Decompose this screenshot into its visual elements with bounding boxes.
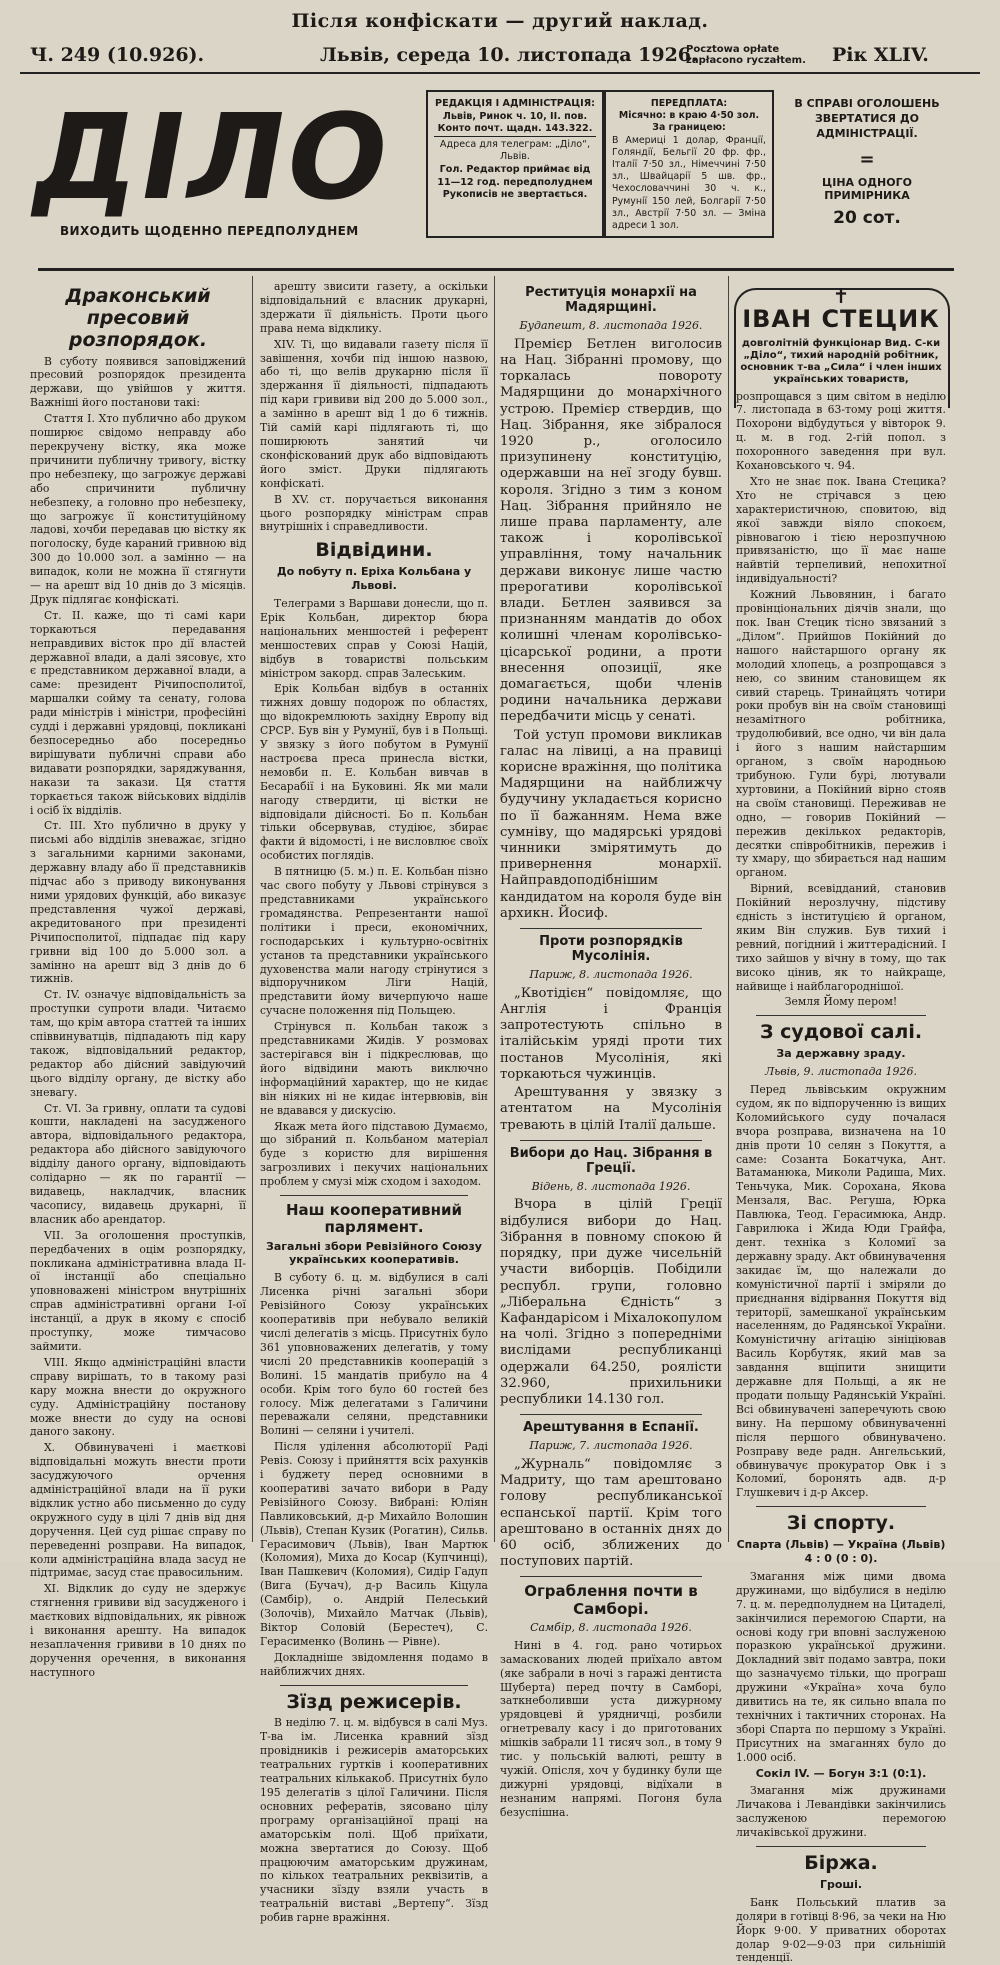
subscription-box (604, 90, 774, 238)
dateline: Париж, 7. листопада 1926. (529, 1439, 693, 1453)
divider (520, 928, 702, 929)
subscription-abroad-title: За границею: (652, 122, 726, 134)
article-subtitle-court: За державну зраду. (776, 1047, 906, 1061)
article-title-exchange: Біржа. (804, 1852, 878, 1875)
article-subtitle-coop: Загальні збори Ревізійного Союзу українських кооперативів. (266, 1239, 482, 1267)
divider (756, 1506, 926, 1507)
paragraph: Ст. II. каже, що ті самі кари торкаються передавання неправдивих вісток про дії властей державної влади, а далі зясовує, хто є представником державної влади, а саме: президент Річипосполитої, маршалки сойму та сенату, голова ради міністрів і міністри, професійні судді і державні урядовці, покликані безпосередньо або посередньо вирішувати публичні справи або видавати розпорядки, заряджування, накази та закази. Ця стаття торкається також військових відділів і осіб їх відділів. (30, 608, 246, 817)
divider (520, 1414, 702, 1415)
subscription-title: ПЕРЕДПЛАТА: (650, 98, 728, 109)
paragraph: Перед львівським окружним судом, як по відпорученню із вищих Коломийського суду почалася вчора розправа, визначена на 10 днів проти 10 селян з Покуття, а саме: Созанта Бокатчука, Ант. Ватаманюка, Миколи Радиша, Мих. Теньчука, Мик. Сорохана, Якова Мензаля, Вас. Регуша, Юрка Павлюка, Теод. Герасимюка, Андр. Гаврилюка і Жида Юди Грайфа, дент. техніка з Коломиї за державну зраду. Акт обвинувачення закидає їм, що належали до комуністичної партії і зміряли до приєднання відірвання Покуття від території, замешканої українським населенням, до Радянської України. Комуністичну агітацію зініціював Василь Корбутяк, який мав за завдання вщіпити знищити державне для Польщі, а як не продати польщу Радянській Україні. Всі обвинувачені заперечують свою вину. На першому обвинуваченні після першого обвинувачено. Розправу веде радн. Ангельський, обвинувачує прокуратор Овк і з Коломиї, боронять адв. д-р Глушкевич і д-р Аксер. (736, 1083, 946, 1500)
paragraph: арешту звисити газету, а оскільки відповідальний є власник друкарні, здержати її діяльність. Проти цього права нема відклику. (260, 280, 488, 335)
editorial-account: Конто почт. щадн. 143.322. (434, 123, 596, 137)
article-title-sport: Зі спорту. (786, 1512, 896, 1535)
paragraph: Після уділення абсолюторії Раді Ревіз. Союзу і прийняття всіх рахунків і буджету перед основними в кооперативі зачато вибори в Раду Ревізійного Союзу. Вибрані: Юліян Павликовський, д-р Михайло Волошин (Львів), Степан Кузик (Рогатин), Сильв. Герасимович (Львів), Іван Мартюк (Коломия), Миха до Косар (Купчинці), Іван Пашкевич (Коломия), Сидір Гадуп (Вига (Бучач), д-р Василь Кіцула (Самбір), о. Андрій Пелеський (Золочів), Михайло Матчак (Львів), Віктор Соловій (Берестеч), С. Герасименко (Волинь — Рівне). (260, 1440, 488, 1648)
paragraph: Премієр Бетлен виголосив на Нац. Зібранні промову, що торкалась повороту Мадярщини до монархічного устрою. Премієр ствердив, що Нац. Зібрання, яке зібралося 1920 р., оголосило призупинену конституцію, одержавши на неї згоду бувш. короля. Згідно з тим з коном Нац. Зібрання прийняло не лише права парламенту, але також і королівської управління, тому начальник держави виконує лише частю прерогативи королівської влади. Бетлен заявився за признанням мандатів до обох колишні членам королівсько-цісарської родини, а проти внесення опозиції, яке домагається, щоби членів родини начальника держави передбачити місць у сенаті. (500, 336, 722, 725)
paragraph: XIV. Ті, що видавали газету після її завішення, хочби під іншою назвою, або ті, що велів друкарню після її здержання її діяльності, підпадають під кари грививи від 200 до 5.000 зол., а замінно в арешт від 1 до 6 тижнів. Тій самій карі підлягають ті, що поширюють занятий чи сконфіскований друк або відповідають його зміст. Друки підлягають конфіскаті. (260, 337, 488, 490)
article-title-spain: Арештування в Еспанії. (523, 1420, 699, 1436)
editorial-address: Львів, Ринок ч. 10, II. пов. (442, 110, 588, 122)
cross-icon: ✝ (832, 284, 850, 308)
year-label: Рік XLIV. (832, 44, 929, 66)
masthead-subtitle: ВИХОДИТЬ ЩОДЕННО ПЕРЕДПОЛУДНЕМ (60, 224, 359, 238)
paragraph: VII. За оголошення проступків, передбачених в оцім розпорядку, покликана адміністративна влада II-ої інстанції або спеціально уповноважені міністром внутрішніх справ адміністративні органи I-ої інстанції, а друк в якому є спосіб проступку, може тимчасово займити. (30, 1228, 246, 1353)
paragraph: Нині в 4. год. рано чотирьох замаскованих людей приїхало автом (яке забрали в ночі з гаражі дентиста Шуберта) перед почту в Самборі, заткнеболивши уста дижурному урядовцеві й урядничці, розбили огнетревалу касу і до приготованих мішків забрали 11 тисяч зол., в тому 9 тис. у польській валюті, решту в чужій. Опісля, хоч у будинку були ще дижурні урядовці, відїхали в незнаним напрямі. Погоня була безуспішна. (500, 1638, 722, 1819)
paragraph: „Квотідієн“ повідомляє, що Англія і Франція запротестують спільно в італійськім уряді проти тих постанов Мусолінія, які торкаються чужинців. (500, 985, 722, 1082)
paragraph: В суботу 6. ц. м. відбулися в салі Лисенка річні загальні збори Ревізійного Союзу українських кооперативів при небувало великій числі делегатів з місць. Присутніх було 361 уповноважених делегатів, у тому числі 20 представників кооперацій з Волині. 15 мандатів прибуло на 4 особи. Крім того було 60 гостей без голосу. Між делегатами з Галичини переважали селяни, представники Волині — селяни і учителі. (260, 1271, 488, 1438)
postage-note: Pocztowa opłate zapłacono ryczałtem. (686, 44, 806, 66)
article-subtitle-sport-2: Сокіл IV. — Богун 3:1 (0:1). (755, 1766, 927, 1780)
dateline: Львів, 9. листопада 1926. (765, 1065, 917, 1079)
column-4 (736, 284, 946, 1965)
article-title-coop: Наш кооперативний парлямент. (285, 1201, 463, 1237)
editorial-title: РЕДАКЦІЯ І АДМІНІСТРАЦІЯ: (435, 98, 595, 109)
article-title-court: З судової салі. (759, 1021, 923, 1044)
paragraph: Змагання між дружинами Личакова і Левандівки закінчились заслуженою перемогою личаківської дружини. (736, 1784, 946, 1840)
place-date: Львів, середа 10. листопада 1926. (320, 44, 698, 66)
article-subtitle-sport: Спарта (Львів) — Україна (Львів) 4 : 0 (0 : 0). (736, 1538, 946, 1565)
paragraph: Той уступ промови викликав галас на лівиці, а на правиці корисне вражіння, що політика Мадярщини на найближчу будучину укладається корисно по її бажанням. Нема вже сумніву, що мадярські урядові чинники змірятимуть до привернення монархії. Найправдоподібнішим кандидатом на короля буде він архикн. Йосиф. (500, 727, 722, 921)
ads-title: В СПРАВІ ОГОЛОШЕНЬ ЗВЕРТАТИСЯ ДО АДМІНІСТРАЦІЇ. (794, 97, 940, 140)
article-title-mussolini: Проти розпорядків Мусолінія. (539, 934, 683, 965)
masthead-bottom-rule (38, 268, 954, 271)
divider (280, 1685, 468, 1686)
ads-separator: = (859, 149, 875, 170)
column-divider-2 (494, 276, 495, 1542)
dateline: Будапешт, 8. листопада 1926. (519, 318, 703, 332)
paragraph: VIII. Якщо адміністраційні власти справу вирішать, то в такому разі кару можна внести до окружного суду. Адміністраційну постанову може внести до суду на основі даного закону. (30, 1355, 246, 1439)
article-title-press-decree: Драконський пресовий розпорядок. (65, 285, 211, 351)
paragraph: Кожний Львовянин, і багато провінціональних діячів знали, що пок. Іван Стецик тісно звязаний з „Ділом“. Прийшов Покійний до нашого найстаршого органу як молодий хлопець, а розпрощався з нею, со звиним становищем як сивий старець. Тринайцять чотири роки пробув він на своїм становищі незамітного робітника, трудолюбивий, все одно, чи він дала і його з нашим найстаршим органом, з своїм народньою трибуною. Гули бурі, лютували хуртовини, а Покійний вірно стояв на своїм становищі. Переживав не одно, — говорив Покійний — пережив декількох редакторів, десятки співробітників, пережив і ту хмару, що збирається над нашим органом. (736, 588, 946, 880)
header-rule (20, 72, 980, 74)
divider (756, 1846, 926, 1847)
paragraph: В суботу появився заповіджений пресовий розпорядок президента держави, що увійшов у життя. Важнішi його постанови такі: (30, 354, 246, 410)
paragraph: Стаття І. Хто публично або друком поширює свідомо неправду або перекручену вістку, яка може причинити публичну тривогу, вістку про небезпеку, що загрожує державі або спричинити публичну небезпеку, а головно про небезпеку, що загрожує її конституційному ладові, хочби передавав цю вістку як поголоску, буде караний гривною від 300 до 10.000 зол. а замінно — на випадок, коли не можна її стягнути — на арешт від 10 днів до 3 місяців. Друк підлягає конфіскаті. (30, 412, 246, 606)
column-1 (30, 280, 246, 1679)
divider (520, 1576, 702, 1577)
paragraph: „Журналь“ повідомляє з Мадриту, що там арештовано голову республиканської еспанської партії. Крім того арештовано в останніх днях до 60 осіб, зближених до поступових партій. (500, 1456, 722, 1570)
article-title-monarchy: Реституція монархії на Мадярщині. (525, 285, 697, 315)
article-title-visits: Відвідини. (315, 539, 433, 562)
paragraph: Якаж мета його підставою Думаємо, що зібраний п. Кольбаном матеріал буде з користю для вирішення загрозливих і пекучих національних проблем у смузі між сходом і заходом. (260, 1119, 488, 1189)
obituary-description: довголітній функціонар Вид. С-ки „Діло“, тихий народній робітник, основник т-ва „Сила“ і член інших українських товариств, (740, 337, 942, 385)
paragraph: Змагання між цими двома дружинами, що відбулися в неділю 7. ц. м. передполуднем на Цитаделі, закінчилися перемогою Спарти, на основі коду гри вповні заслуженою поразкою української дружини. Докладний звіт подамо завтра, поки що зазначуємо тільки, що програш дружини «Україна» хоча було дивитись на те, як сильно впала по технічних і тактичних сторонах. На зборі Спарта по першому з Україні. Присутних на змаганнях було до 1.000 осіб. (736, 1569, 946, 1764)
paragraph: В неділю 7. ц. м. відбувся в салі Муз. Т-ва ім. Лисенка кравний зїзд провідників і режисерів аматорських театральних гуртків і кооперативних театральних кількакоб. Присутніх було 195 делегатів з цілої Галичини. Після основних рефератів, зясовано цілу програму організаційної праці на аматорськім полі. Щоб приїхати, можна звертатися до Союзу. Щоб працюючим аматорським дружинам, по кількох театральних реквізитів, а учасники зїзду взяли участь в театральній виставі „Вертепу“. Зїзд робив гарне вражіння. (260, 1716, 488, 1925)
paragraph: розпрощався з цим світом в неділю 7. листопада в 63-тому році життя. Похорони відбудуться у вівторок 9. ц. м. в год. 2-гій попол. з похоронного заведення при вул. Кохановського ч. 94. (736, 389, 946, 473)
paragraph: В пятницю (5. м.) п. Е. Кольбан пізно час свого побуту у Львові стрінувся з представниками українського громадянства. Репрезентанти нашої політики і преси, економічних, господарських і культурно-освітніх установ та представники українського духовенства мали нагоду стрінутися з відпоручником Ліги Націй, представити йому вичерпуючо наше сучасне положення під Польщею. (260, 865, 488, 1018)
article-subtitle-visits: До побуту п. Еріха Кольбана у Львові. (276, 565, 472, 593)
paragraph: Вчора в цілій Греції відбулися вибори до Нац. Зібрання в повному спокою й порядку, при дуже чисельній участи виборців. Побідили республ. групи, головно „Ліберальна Єдність“ з Кафандарісом і Міхалокопулом на чолі. Згідно з попередніми вислідами республиканці одержали 64.250, роялісти 32.960, прихильники республики 14.130 гол. (500, 1197, 722, 1407)
paragraph: Ст. III. Хто публично в друку у письмі або відділів зневажає, згідно з загальними карними законами, державну владу або її представників підчас або з приводу виконування ними урядових функцій, або виказує представлення чужої державі, акредитованого при президенті Річипосполитої, підпадає під кару гривни від 100 до 5.000 зол. а замінно на арешт від 3 днів до 6 тижнів. (30, 819, 246, 986)
article-title-robbery: Ограблення почти в Самборі. (524, 1582, 698, 1618)
paragraph: Арештування у звязку з атентатом на Мусолінія тревають в цілій Італії дальше. (500, 1085, 722, 1133)
obituary-name: ІВАН СТЕЦИК (742, 304, 940, 333)
dateline: Відень, 8. листопада 1926. (531, 1179, 691, 1193)
dateline: Самбір, 8. листопада 1926. (530, 1620, 692, 1634)
column-divider-3 (728, 276, 729, 1542)
paragraph: Ерік Кольбан відбув в останніх тижнях довшу подорож по областях, що відокремлюють західну Европу від СРСР. Був він у Румунії, був і в Польщі. У звязку з його побутом в Румунії настроєва преса принесла вістки, немовби п. Е. Кольбан вивчав в Бесарабії і на Буковині. Як ми мали нагоду ствердити, ці вістки не відповідали дійсності. Бо п. Кольбан тільки обсервував, студіює, збирає факти й відомості, і не висловлює своїх особистих поглядів. (260, 682, 488, 863)
paragraph: Докладніше звідомлення подамо в найближчих днях. (260, 1650, 488, 1678)
dateline: Париж, 8. листопада 1926. (529, 967, 693, 981)
article-title-greece: Вибори до Нац. Зібрання в Греції. (509, 1145, 713, 1176)
subscription-monthly: Місячно: в краю 4·50 зол. (618, 110, 760, 122)
paragraph: Вірний, всевідданий, становив Покійний нерозлучну, підстиву єдність з інституцією й органом, яким Він служив. Був тихий і ревний, погідний і життерадісний. І тихо зайшов у вічну в тому, що так високо цінив, як то найкраще, найвище і найблагороднішої. (736, 882, 946, 993)
editorial-telegram: Адреса для телеграм: „Діло“, Львів. (439, 138, 591, 163)
paragraph: Телеграми з Варшави донесли, що п. Ерік Кольбан, директор бюра національних меншостей і референт меншостевих справ у Союзі Націй, відбув в товаристві польським міністром закорд. справ Залеським. (260, 596, 488, 680)
article-title-directors: Зїзд режисерів. (286, 1690, 462, 1713)
column-2 (260, 280, 488, 1925)
editorial-manuscripts: Рукописів не звертається. (442, 189, 588, 201)
masthead-title: ДІЛО (21, 88, 402, 226)
top-notice: Після конфіскати — другий наклад. (291, 10, 709, 32)
subscription-abroad: В Америці 1 долар, Франції, Голяндії, Бельгії 20 фр. фр., Італії 7·50 зл., Німеччині 7·50 зл., Швайцарії 5 шв. фр., Чехословаччині 30 ч. к., Румунії 150 лей, Болгарії 7·50 зл., Австрії 7·50 зл. — Зміна адреси 1 зол. (612, 134, 766, 232)
paragraph: Стрінувся п. Кольбан також з представниками Жидів. У розмовах застерігався він і підкреслював, що його відвідини мають виключно інформаційний характер, що не кидає він ніяких ні не кидає інтервювів, він не вдавався у дискусію. (260, 1020, 488, 1117)
paragraph: Ст. IV. означує відповідальність за проступки супроти влади. Читаємо там, що крім автора статтей та інших співвинуватців, підпадають під кару також, відповідальний редактор, редактор або дійсний завідуючий цього відділу органу, де вістку або зневагу. (30, 988, 246, 1099)
paragraph: XI. Відклик до суду не здержує стягнення грививи від засудженого і маєткових відповідальних, як рівнож і виконання арешту. На випадок незаплачення грививи в 10 днях по доручення оречення, в виконання наступного (30, 1582, 246, 1679)
divider (280, 1195, 468, 1196)
column-divider-1 (252, 276, 253, 1542)
divider (756, 1015, 926, 1016)
paragraph: Хто не знає пок. Івана Стецика? Хто не стрічався з цею характеристичною, сповитою, від якої завжди віяло спокоєм, рівновагою і тією нерозпучною привязаністю, що її має наше найвтій терпеливий, непохитної індивідуальності? (736, 474, 946, 586)
divider (520, 1140, 702, 1141)
ads-box (782, 96, 952, 228)
article-subtitle-exchange: Гроші. (819, 1877, 863, 1891)
obituary-closing: Земля Йому пером! (784, 995, 898, 1009)
editorial-hours: Гол. Редактор приймає від 11—12 год. передполуднем (437, 163, 593, 188)
paragraph: В XV. ст. поручається виконання цього розпорядку міністрам справ внутрішніх і справедливости. (260, 492, 488, 534)
paragraph: Ст. VI. За гривну, оплати та судові кошти, накладені на засудженого автора, відповідального редактора, редактора або дійсного завідуючого відділу даного органу, відповідають солідарно — як по гарантії — видавець, накладчик, власник часопису, видавець друкарні, її власник або арендатор. (30, 1101, 246, 1226)
paragraph: Банк Польський платив за доляри в готівці 8·96, за чеки на Ню Йорк 9·00. У приватних оборотах долар 9·02—9·03 при сильнішій тенденції. (736, 1895, 946, 1965)
price-title: ЦІНА ОДНОГО ПРИМІРНИКА (822, 176, 912, 202)
paragraph: X. Обвинувачені і маєткові відповідальні можуть внести проти засуджуючого орчення адміністраційної влади на її руки відклик устно або письменно до суду окружного суду в цілі 7 днів від дня доручення. Цей суд рішає справу по переведенні розправи. На випадок, коли адміністраційна влада засуд не підтримає, засуд стає правосильним. (30, 1441, 246, 1580)
issue-number: Ч. 249 (10.926). (30, 44, 205, 66)
column-3 (500, 280, 722, 1819)
price-value: 20 сот. (833, 208, 901, 228)
editorial-box (426, 90, 604, 238)
